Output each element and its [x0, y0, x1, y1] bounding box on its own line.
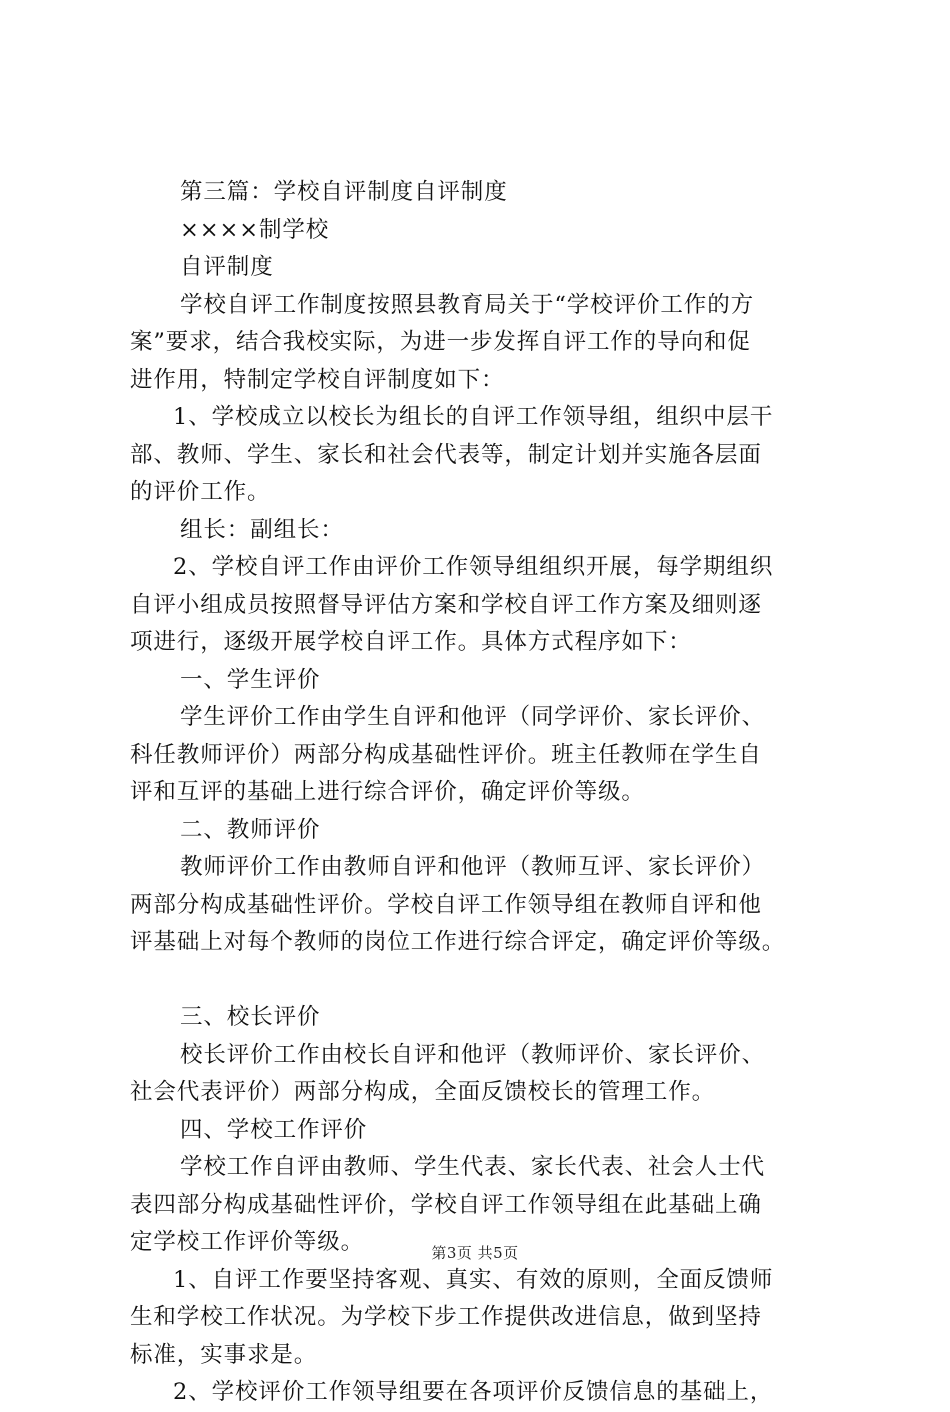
text-line: 标准，实事求是。	[130, 1341, 318, 1368]
text-line: 项进行，逐级开展学校自评工作。具体方式程序如下：	[130, 629, 692, 655]
text-line: 的评价工作。	[130, 479, 271, 505]
text-line: 定学校工作评价等级。	[130, 1229, 365, 1255]
section-title: 第三篇：学校自评制度自评制度	[180, 179, 508, 205]
text-line: 进作用，特制定学校自评制度如下：	[130, 366, 505, 393]
text-line: 部、教师、学生、家长和社会代表等，制定计划并实施各层面	[130, 441, 762, 468]
text-line: 生和学校工作状况。为学校下步工作提供改进信息，做到坚持	[130, 1304, 762, 1330]
text-line: 学校工作自评由教师、学生代表、家长代表、社会人士代	[180, 1154, 766, 1180]
heading-principal-evaluation: 三、校长评价	[180, 1004, 321, 1030]
page-number: 第3页 共5页	[431, 1244, 519, 1262]
text-line: 表四部分构成基础性评价，学校自评工作领导组在此基础上确	[130, 1191, 762, 1218]
document-subtitle: 自评制度	[180, 254, 274, 280]
heading-school-work-evaluation: 四、学校工作评价	[180, 1116, 368, 1143]
school-name: ××××制学校	[180, 216, 330, 243]
text-line: 校长评价工作由校长自评和他评（教师评价、家长评价、	[180, 1041, 766, 1068]
text-line: 评基础上对每个教师的岗位工作进行综合评定，确定评价等级。	[130, 929, 786, 955]
document-body	[130, 174, 830, 1412]
text-line: 组长：副组长：	[180, 516, 344, 543]
text-line: 科任教师评价）两部分构成基础性评价。班主任教师在学生自	[130, 741, 762, 768]
text-line: 评和互评的基础上进行综合评价，确定评价等级。	[130, 779, 645, 805]
text-line: 案”要求，结合我校实际，为进一步发挥自评工作的导向和促	[130, 329, 751, 355]
text-line: 社会代表评价）两部分构成，全面反馈校长的管理工作。	[130, 1079, 716, 1105]
blank-line	[130, 962, 830, 1000]
text-line: 1、学校成立以校长为组长的自评工作领导组，组织中层干	[173, 404, 774, 430]
text-line: 学校自评工作制度按照县教育局关于“学校评价工作的方	[180, 291, 755, 318]
text-line: 自评小组成员按照督导评估方案和学校自评工作方案及细则逐	[130, 591, 762, 618]
text-line: 学生评价工作由学生自评和他评（同学评价、家长评价、	[180, 704, 766, 730]
heading-student-evaluation: 一、学生评价	[180, 666, 321, 693]
heading-teacher-evaluation: 二、教师评价	[180, 816, 321, 843]
text-line: 1、自评工作要坚持客观、真实、有效的原则，全面反馈师	[173, 1266, 774, 1293]
text-line: 两部分构成基础性评价。学校自评工作领导组在教师自评和他	[130, 891, 762, 918]
text-line: 教师评价工作由教师自评和他评（教师互评、家长评价）	[180, 854, 766, 880]
text-line: 2、学校自评工作由评价工作领导组组织开展，每学期组织	[173, 554, 774, 580]
text-line: 2、学校评价工作领导组要在各项评价反馈信息的基础上，	[173, 1379, 774, 1405]
